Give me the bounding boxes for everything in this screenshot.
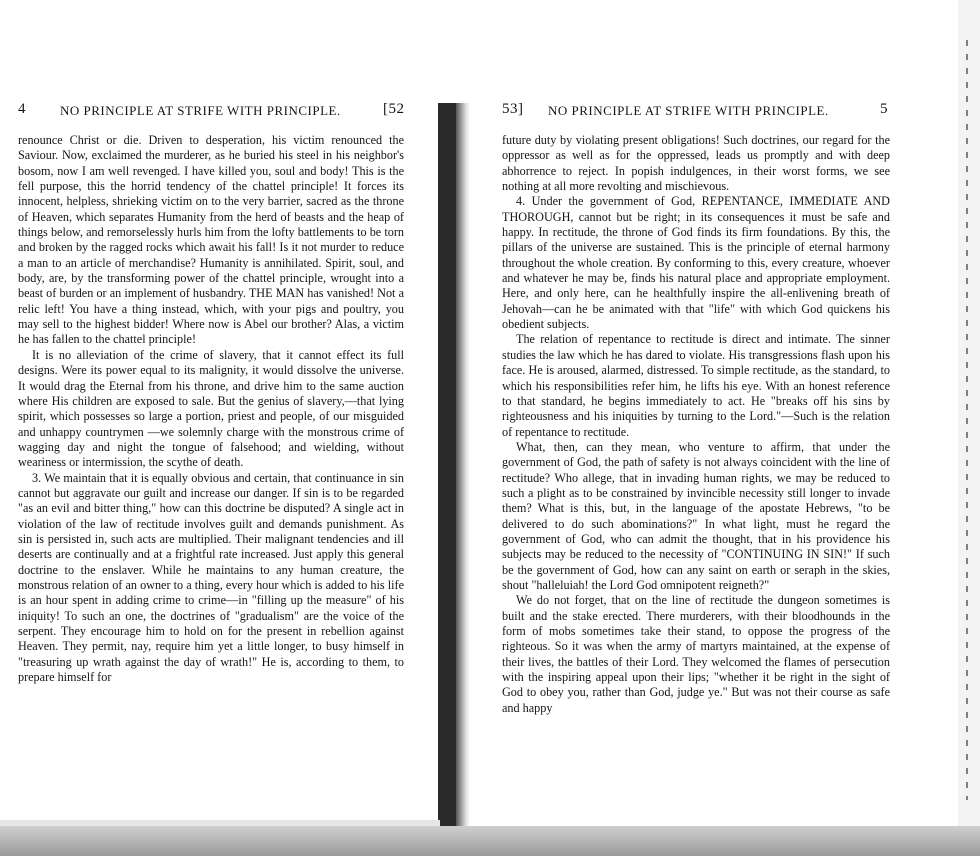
- page-edge-marks: [966, 40, 968, 800]
- left-paragraph-3: 3. We maintain that it is equally obvious and certain, that continuance in sin cannot but aggravate our guilt and increase our danger. If sin is to be regarded "as an evil and bitter thing," how can this doctrine be disputed? A single act in violation of the law of rectitude involves guilt and demands punishment. As sin is persisted in, such acts are multiplied. Their malignant tendencies and ill deserts are continually and at a frightful rate increased. Just apply this general doctrine to the enslaver. While he maintains to any human creature, the monstrous relation of an owner to a thing, every hour which is added to his life is an hour spent in adding crime to crime—in "filling up the measure" of his iniquity! To such an one, the doctrines of "gradualism" are the voice of the serpent. They encourage him to hold on for the present in rebellion against Heaven. They permit, nay, require him yet a little longer, to busy himself in "treasuring up wrath against the day of wrath!" He is, according to them, to prepare himself for: [18, 470, 404, 685]
- book-gutter: [438, 103, 456, 856]
- right-paragraph-5: We do not forget, that on the line of rectitude the dungeon sometimes is built and the stake erected. There murderers, with their bloodhounds in the form of mobs sometimes take their stand, to oppose the progress of the righteous. So it was when the army of martyrs maintained, at the expense of their lives, the battles of their Lord. They welcomed the flames of persecution with the inspiring appeal upon their lips; "whether it be right in the sight of God to obey you, rather than God, judge ye." But was not their course as safe and happy: [502, 593, 890, 715]
- right-bracket-number: 53]: [502, 101, 524, 117]
- right-page-number: 5: [880, 101, 888, 117]
- right-paragraph-2: 4. Under the government of God, REPENTANCE, IMMEDIATE AND THOROUGH, cannot but be right; in its consequences it must be safe and happy. In rectitude, the throne of God finds its firm foundations. By this, the pillars of the universe are sustained. This is the principle of eternal harmony throughout the whole creation. By conforming to this, every creature, whoever and whatever he may be, finds his natural place and appropriate employment. Here, and only here, can he healthfully inspire the all-enlivening breath of Jehovah—can he be animated with that "life" with which God quickens his obedient subjects.: [502, 194, 890, 332]
- left-paragraph-1: renounce Christ or die. Driven to desperation, his victim renounced the Saviour. Now, exclaimed the murderer, as he buried his steel in his neighbor's bosom, now I am well revenged. I have killed you, soul and body! This is the fell purpose, this the horrid tendency of the chattel principle! It forces its innocent, helpless, shrieking victim on to the very barrier, sacred as the throne of Heaven, which separates Humanity from the herd of beasts and the heap of things below, and remorselessly hurls him from the lofty battlements to be torn and broken by the ragged rocks which await his fall! Is it not murder to reduce a man to an article of merchandise? Humanity is annihilated. Spirit, soul, and body, are, by the transforming power of the chattel principle, wrought into a beast of burden or an implement of husbandry. THE MAN has vanished! Not a relic left! You have a thing instead, which, with your pigs and poultry, you may sell to the highest bidder! Where now is Abel our brother? Alas, a victim he has fallen to the chattel principle!: [18, 133, 404, 347]
- left-running-title: NO PRINCIPLE AT STRIFE WITH PRINCIPLE.: [60, 103, 341, 118]
- left-text-column: [18, 133, 404, 685]
- left-page-number: 4: [18, 101, 26, 117]
- right-page-edge: [958, 0, 980, 856]
- left-paragraph-2: It is no alleviation of the crime of slavery, that it cannot effect its full designs. Were its power equal to its malignity, it would dissolve the universe. It would drag the Eternal from his throne, and drive him to the same auction where His children are exposed to sale. But the genius of slavery,—that lying spirit, which possesses so large a portion, priest and people, of our misguided and unhappy countrymen —we solemnly charge with the monstrous crime of wagging day and night the tongue of falsehood; and wielding, without weariness or intermission, the scythe of death.: [18, 347, 404, 470]
- right-running-title: NO PRINCIPLE AT STRIFE WITH PRINCIPLE.: [548, 103, 829, 118]
- scan-bottom-edge: [0, 826, 980, 856]
- left-bracket-number: [52: [383, 101, 405, 117]
- gutter-shadow: [456, 103, 470, 856]
- right-paragraph-3: The relation of repentance to rectitude is direct and intimate. The sinner studies the law which he has dared to violate. His transgressions flash upon his face. He is aroused, alarmed, distressed. To simple rectitude, as the standard, to which his responsibilities refer him, he lifts his eye. With an honest reference to that standard, he begins immediately to act. He "breaks off his sins by righteousness and his iniquities by turning to the Lord."—Such is the relation of repentance to rectitude.: [502, 332, 890, 439]
- right-paragraph-1: future duty by violating present obligations! Such doctrines, our regard for the oppressor as well as for the oppressed, leads us promptly and with deep abhorrence to reject. In popish indulgences, in their worst forms, we see nothing at all more revolting and mischievous.: [502, 133, 890, 194]
- right-paragraph-4: What, then, can they mean, who venture to affirm, that under the government of God, the path of safety is not always coincident with the line of rectitude? Who allege, that in invading human rights, we may be reduced to such a plight as to be constrained by invincible necessity still longer to invade them? What is this, but, in the language of the apostate Hebrews, "to be delivered to do such abominations?" In what light, must he regard the government of God, who can admit the thought, that in his providence his subjects may be reduced to the necessity of "CONTINUING IN SIN!" If such be the government of God, how can any saint on earth or seraph in the skies, shout "halleluiah! the Lord God omnipotent reigneth?": [502, 439, 890, 592]
- right-text-column: [502, 133, 890, 716]
